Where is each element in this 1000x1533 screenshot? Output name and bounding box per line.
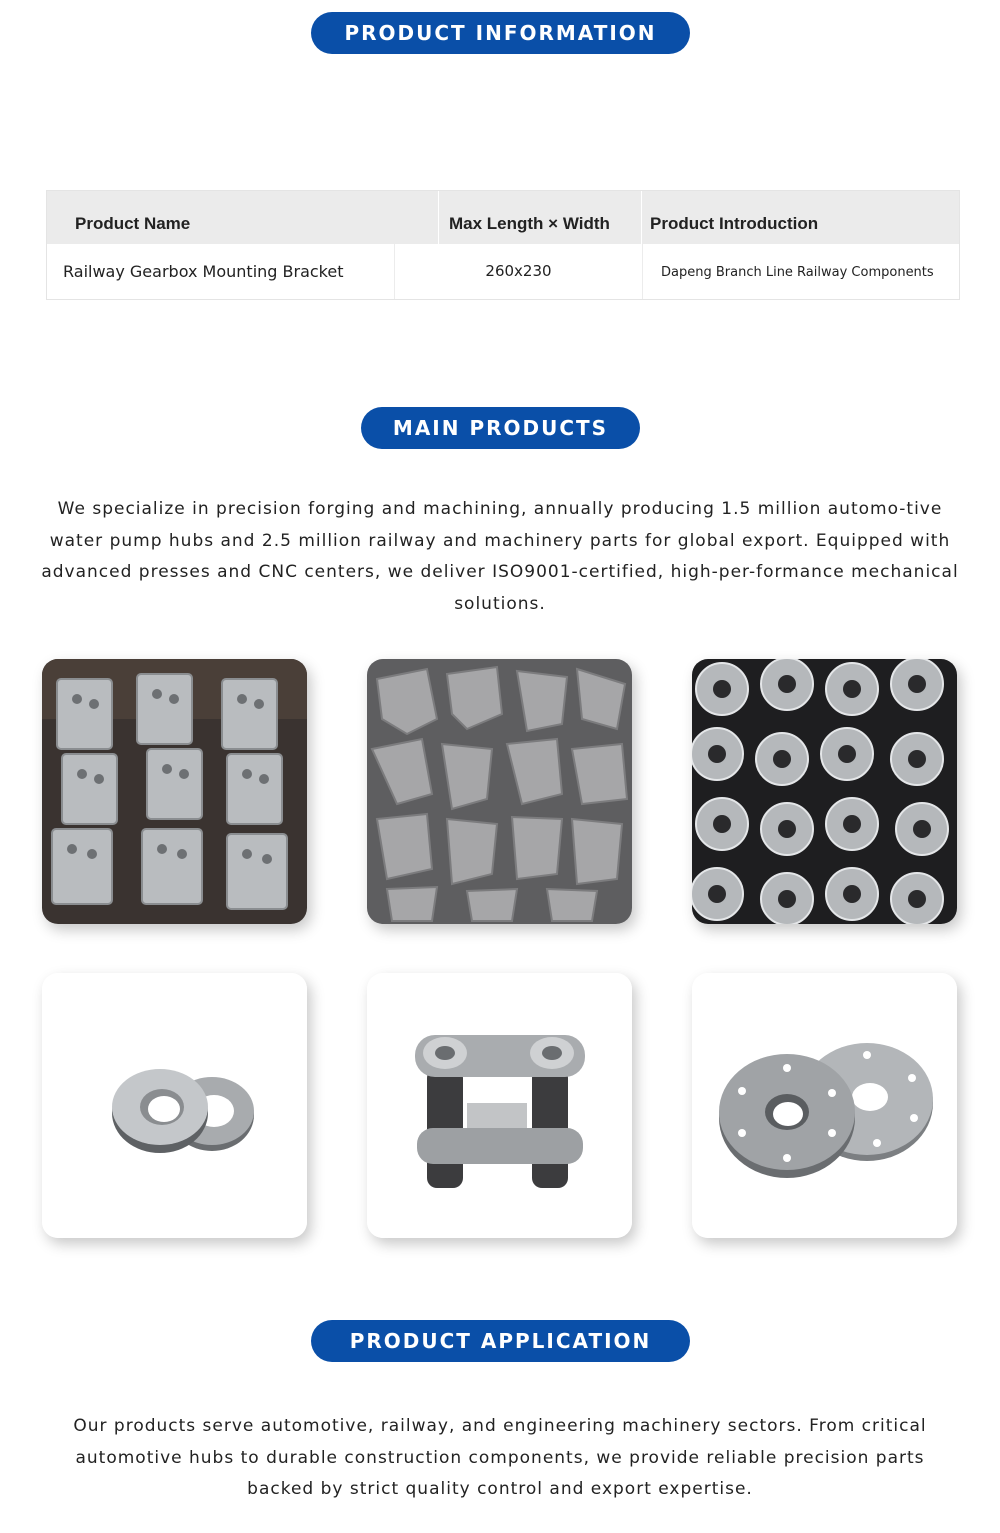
cell-product-name: Railway Gearbox Mounting Bracket	[47, 244, 395, 299]
product-photo-rough-forgings[interactable]	[367, 659, 632, 924]
header-max-size: Max Length × Width	[439, 191, 642, 244]
cell-product-introduction: Dapeng Branch Line Railway Components	[661, 265, 934, 280]
product-photo-chain-link-forging[interactable]	[367, 973, 632, 1238]
product-application-description: Our products serve automotive, railway, and engineering machinery sectors. From critical automotive hubs to durable construction components, we provide reliable precision parts backed by strict quality control and export expertise.	[73, 1416, 927, 1499]
header-product-introduction: Product Introduction	[650, 214, 819, 233]
product-application-heading: PRODUCT APPLICATION	[311, 1320, 690, 1362]
product-information-heading: PRODUCT INFORMATION	[311, 12, 690, 54]
table-row	[47, 244, 959, 299]
table-header-row	[47, 191, 959, 244]
product-info-table	[46, 190, 960, 300]
header-product-name: Product Name	[47, 191, 439, 244]
product-photo-flange-plates[interactable]	[692, 973, 957, 1238]
cell-max-size: 260x230	[395, 244, 643, 299]
main-products-heading: MAIN PRODUCTS	[361, 407, 640, 449]
main-products-description: We specialize in precision forging and machining, annually producing 1.5 million automo-tive water pump hubs and 2.5 million railway and machinery parts for global export. Equipped with advanced presses and CNC centers, we deliver ISO9001-certified, high-per-formance mechanical solutions.	[41, 499, 959, 614]
product-photo-ring-washers[interactable]	[42, 973, 307, 1238]
product-photo-flange-hubs[interactable]	[692, 659, 957, 924]
product-photo-machined-brackets[interactable]	[42, 659, 307, 924]
